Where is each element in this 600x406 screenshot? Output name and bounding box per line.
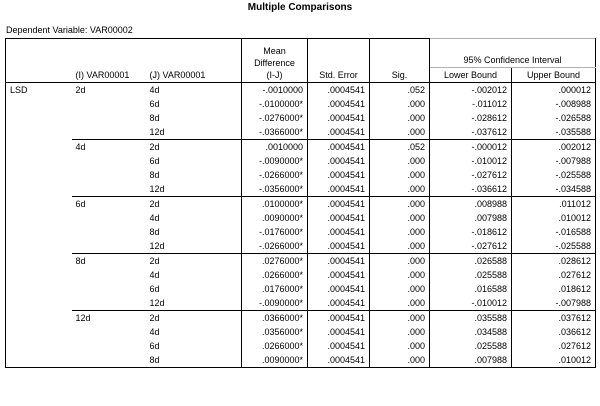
lower-bound-cell: .035588	[430, 310, 512, 325]
comparisons-body	[6, 82, 596, 367]
lower-bound-cell: .007988	[430, 211, 512, 225]
sig-cell: .000	[370, 339, 430, 353]
table-row	[6, 353, 596, 368]
upper-bound-header: Upper Bound	[512, 67, 596, 82]
j-value-cell: 4d	[146, 211, 242, 225]
table-row	[6, 310, 596, 325]
mean-difference-cell: -.0366000*	[242, 125, 308, 140]
sig-cell: .000	[370, 325, 430, 339]
multiple-comparisons-table	[5, 38, 596, 368]
std-error-cell: .0004541	[308, 296, 370, 311]
upper-bound-cell: -.025588	[512, 239, 596, 254]
std-error-cell: .0004541	[308, 325, 370, 339]
table-row	[6, 268, 596, 282]
table-row	[6, 154, 596, 168]
lower-bound-cell: -.000012	[430, 139, 512, 154]
sig-cell: .000	[370, 168, 430, 182]
method-cell	[6, 353, 72, 368]
j-value-cell: 4d	[146, 268, 242, 282]
mean-difference-cell: .0356000*	[242, 325, 308, 339]
std-error-cell: .0004541	[308, 168, 370, 182]
method-cell	[6, 268, 72, 282]
upper-bound-cell: -.035588	[512, 125, 596, 140]
j-value-cell: 2d	[146, 310, 242, 325]
j-value-cell: 12d	[146, 125, 242, 140]
j-value-cell: 12d	[146, 182, 242, 197]
i-value-cell	[72, 225, 146, 239]
j-value-cell: 12d	[146, 296, 242, 311]
std-error-cell: .0004541	[308, 182, 370, 197]
std-error-cell: .0004541	[308, 97, 370, 111]
method-cell	[6, 154, 72, 168]
sig-cell: .000	[370, 97, 430, 111]
table-row	[6, 139, 596, 154]
i-value-cell: 4d	[72, 139, 146, 154]
i-value-cell	[72, 97, 146, 111]
std-error-cell: .0004541	[308, 211, 370, 225]
i-value-cell	[72, 339, 146, 353]
method-cell	[6, 139, 72, 154]
i-value-cell	[72, 182, 146, 197]
upper-bound-cell: -.008988	[512, 97, 596, 111]
upper-bound-cell: -.007988	[512, 296, 596, 311]
mean-difference-cell: -.0176000*	[242, 225, 308, 239]
mean-difference-header-line1: Mean	[263, 45, 286, 56]
i-value-cell: 12d	[72, 310, 146, 325]
i-value-cell	[72, 211, 146, 225]
upper-bound-cell: .010012	[512, 353, 596, 368]
j-value-cell: 8d	[146, 168, 242, 182]
sig-cell: .052	[370, 82, 430, 97]
mean-difference-cell: -.0090000*	[242, 296, 308, 311]
i-value-cell: 6d	[72, 196, 146, 211]
j-value-cell: 6d	[146, 97, 242, 111]
mean-difference-cell: -.0100000*	[242, 97, 308, 111]
mean-difference-cell: .0100000*	[242, 196, 308, 211]
j-value-cell: 6d	[146, 339, 242, 353]
lower-bound-cell: -.010012	[430, 154, 512, 168]
mean-difference-header-line2: Difference	[254, 57, 295, 68]
upper-bound-cell: .036612	[512, 325, 596, 339]
i-value-cell: 8d	[72, 253, 146, 268]
i-value-cell	[72, 353, 146, 368]
j-var-header: (J) VAR00001	[146, 67, 242, 82]
lower-bound-cell: -.028612	[430, 111, 512, 125]
sig-cell: .000	[370, 196, 430, 211]
lower-bound-cell: .026588	[430, 253, 512, 268]
upper-bound-cell: -.007988	[512, 154, 596, 168]
method-cell	[6, 168, 72, 182]
sig-cell: .000	[370, 239, 430, 254]
lower-bound-cell: .025588	[430, 268, 512, 282]
sig-cell: .000	[370, 182, 430, 197]
table-row	[6, 196, 596, 211]
std-error-cell: .0004541	[308, 139, 370, 154]
method-cell	[6, 97, 72, 111]
sig-cell: .000	[370, 211, 430, 225]
i-value-cell	[72, 125, 146, 140]
i-value-cell	[72, 111, 146, 125]
method-cell	[6, 253, 72, 268]
std-error-cell: .0004541	[308, 282, 370, 296]
j-value-cell: 8d	[146, 353, 242, 368]
table-row	[6, 225, 596, 239]
i-value-cell	[72, 239, 146, 254]
header-blank	[6, 39, 72, 68]
method-cell	[6, 296, 72, 311]
mean-difference-cell: -.0010000	[242, 82, 308, 97]
sig-cell: .000	[370, 154, 430, 168]
lower-bound-cell: -.037612	[430, 125, 512, 140]
j-value-cell: 8d	[146, 111, 242, 125]
mean-difference-cell: .0010000	[242, 139, 308, 154]
lower-bound-cell: .034588	[430, 325, 512, 339]
table-row	[6, 239, 596, 254]
sig-cell: .000	[370, 268, 430, 282]
mean-difference-header	[242, 39, 308, 83]
mean-difference-cell: -.0266000*	[242, 239, 308, 254]
upper-bound-cell: .027612	[512, 339, 596, 353]
method-cell: LSD	[6, 82, 72, 97]
i-value-cell	[72, 296, 146, 311]
table-row	[6, 282, 596, 296]
lower-bound-cell: -.018612	[430, 225, 512, 239]
lower-bound-cell: .007988	[430, 353, 512, 368]
sig-cell: .000	[370, 310, 430, 325]
j-value-cell: 2d	[146, 139, 242, 154]
std-error-cell: .0004541	[308, 154, 370, 168]
mean-difference-cell: .0276000*	[242, 253, 308, 268]
lower-bound-cell: -.010012	[430, 296, 512, 311]
j-value-cell: 8d	[146, 225, 242, 239]
method-cell	[6, 339, 72, 353]
lower-bound-header: Lower Bound	[430, 67, 512, 82]
mean-difference-cell: .0266000*	[242, 268, 308, 282]
std-error-cell: .0004541	[308, 196, 370, 211]
dependent-variable-label: Dependent Variable: VAR00002	[6, 25, 133, 35]
confidence-interval-header: 95% Confidence Interval	[430, 39, 596, 68]
table-row	[6, 253, 596, 268]
table-row	[6, 125, 596, 140]
upper-bound-cell: -.025588	[512, 168, 596, 182]
mean-difference-cell: .0090000*	[242, 353, 308, 368]
j-value-cell: 6d	[146, 282, 242, 296]
sig-cell: .000	[370, 111, 430, 125]
std-error-cell: .0004541	[308, 225, 370, 239]
sig-cell: .000	[370, 282, 430, 296]
sig-cell: .000	[370, 253, 430, 268]
upper-bound-cell: .010012	[512, 211, 596, 225]
mean-difference-cell: .0266000*	[242, 339, 308, 353]
table-row	[6, 97, 596, 111]
lower-bound-cell: .008988	[430, 196, 512, 211]
lower-bound-cell: -.036612	[430, 182, 512, 197]
i-value-cell	[72, 282, 146, 296]
std-error-header: Std. Error	[308, 39, 370, 83]
sig-cell: .000	[370, 353, 430, 368]
i-value-cell: 2d	[72, 82, 146, 97]
method-cell	[6, 196, 72, 211]
j-value-cell: 6d	[146, 154, 242, 168]
method-cell	[6, 325, 72, 339]
table-row	[6, 168, 596, 182]
mean-difference-cell: .0090000*	[242, 211, 308, 225]
mean-difference-cell: -.0266000*	[242, 168, 308, 182]
std-error-cell: .0004541	[308, 353, 370, 368]
upper-bound-cell: .028612	[512, 253, 596, 268]
j-value-cell: 4d	[146, 325, 242, 339]
table-row	[6, 82, 596, 97]
table-row	[6, 211, 596, 225]
upper-bound-cell: .018612	[512, 282, 596, 296]
method-cell	[6, 182, 72, 197]
sig-cell: .000	[370, 125, 430, 140]
std-error-cell: .0004541	[308, 268, 370, 282]
method-cell	[6, 111, 72, 125]
std-error-cell: .0004541	[308, 239, 370, 254]
method-cell	[6, 282, 72, 296]
i-value-cell	[72, 154, 146, 168]
table-row	[6, 111, 596, 125]
j-value-cell: 2d	[146, 196, 242, 211]
mean-difference-cell: -.0356000*	[242, 182, 308, 197]
upper-bound-cell: .011012	[512, 196, 596, 211]
j-value-cell: 2d	[146, 253, 242, 268]
upper-bound-cell: .002012	[512, 139, 596, 154]
lower-bound-cell: -.002012	[430, 82, 512, 97]
method-cell	[6, 125, 72, 140]
std-error-cell: .0004541	[308, 310, 370, 325]
j-value-cell: 4d	[146, 82, 242, 97]
method-cell	[6, 239, 72, 254]
i-value-cell	[72, 168, 146, 182]
std-error-cell: .0004541	[308, 125, 370, 140]
upper-bound-cell: -.016588	[512, 225, 596, 239]
mean-difference-cell: .0366000*	[242, 310, 308, 325]
upper-bound-cell: .000012	[512, 82, 596, 97]
method-cell	[6, 225, 72, 239]
i-value-cell	[72, 268, 146, 282]
j-value-cell: 12d	[146, 239, 242, 254]
sig-cell: .000	[370, 296, 430, 311]
sig-cell: .052	[370, 139, 430, 154]
mean-difference-cell: -.0090000*	[242, 154, 308, 168]
i-var-header: (I) VAR00001	[75, 69, 130, 80]
sig-cell: .000	[370, 225, 430, 239]
lower-bound-cell: -.011012	[430, 97, 512, 111]
i-value-cell	[72, 325, 146, 339]
upper-bound-cell: -.034588	[512, 182, 596, 197]
table-row	[6, 325, 596, 339]
lower-bound-cell: .016588	[430, 282, 512, 296]
mean-difference-header-line3: (I-J)	[266, 69, 283, 80]
upper-bound-cell: -.026588	[512, 111, 596, 125]
lower-bound-cell: .025588	[430, 339, 512, 353]
lower-bound-cell: -.027612	[430, 239, 512, 254]
std-error-cell: .0004541	[308, 82, 370, 97]
std-error-cell: .0004541	[308, 111, 370, 125]
mean-difference-cell: -.0276000*	[242, 111, 308, 125]
std-error-cell: .0004541	[308, 253, 370, 268]
sig-header: Sig.	[370, 39, 430, 83]
table-title: Multiple Comparisons	[247, 2, 353, 13]
table-row	[6, 339, 596, 353]
method-cell	[6, 310, 72, 325]
table-row	[6, 182, 596, 197]
method-cell	[6, 211, 72, 225]
std-error-cell: .0004541	[308, 339, 370, 353]
upper-bound-cell: .027612	[512, 268, 596, 282]
lower-bound-cell: -.027612	[430, 168, 512, 182]
table-row	[6, 296, 596, 311]
mean-difference-cell: .0176000*	[242, 282, 308, 296]
upper-bound-cell: .037612	[512, 310, 596, 325]
